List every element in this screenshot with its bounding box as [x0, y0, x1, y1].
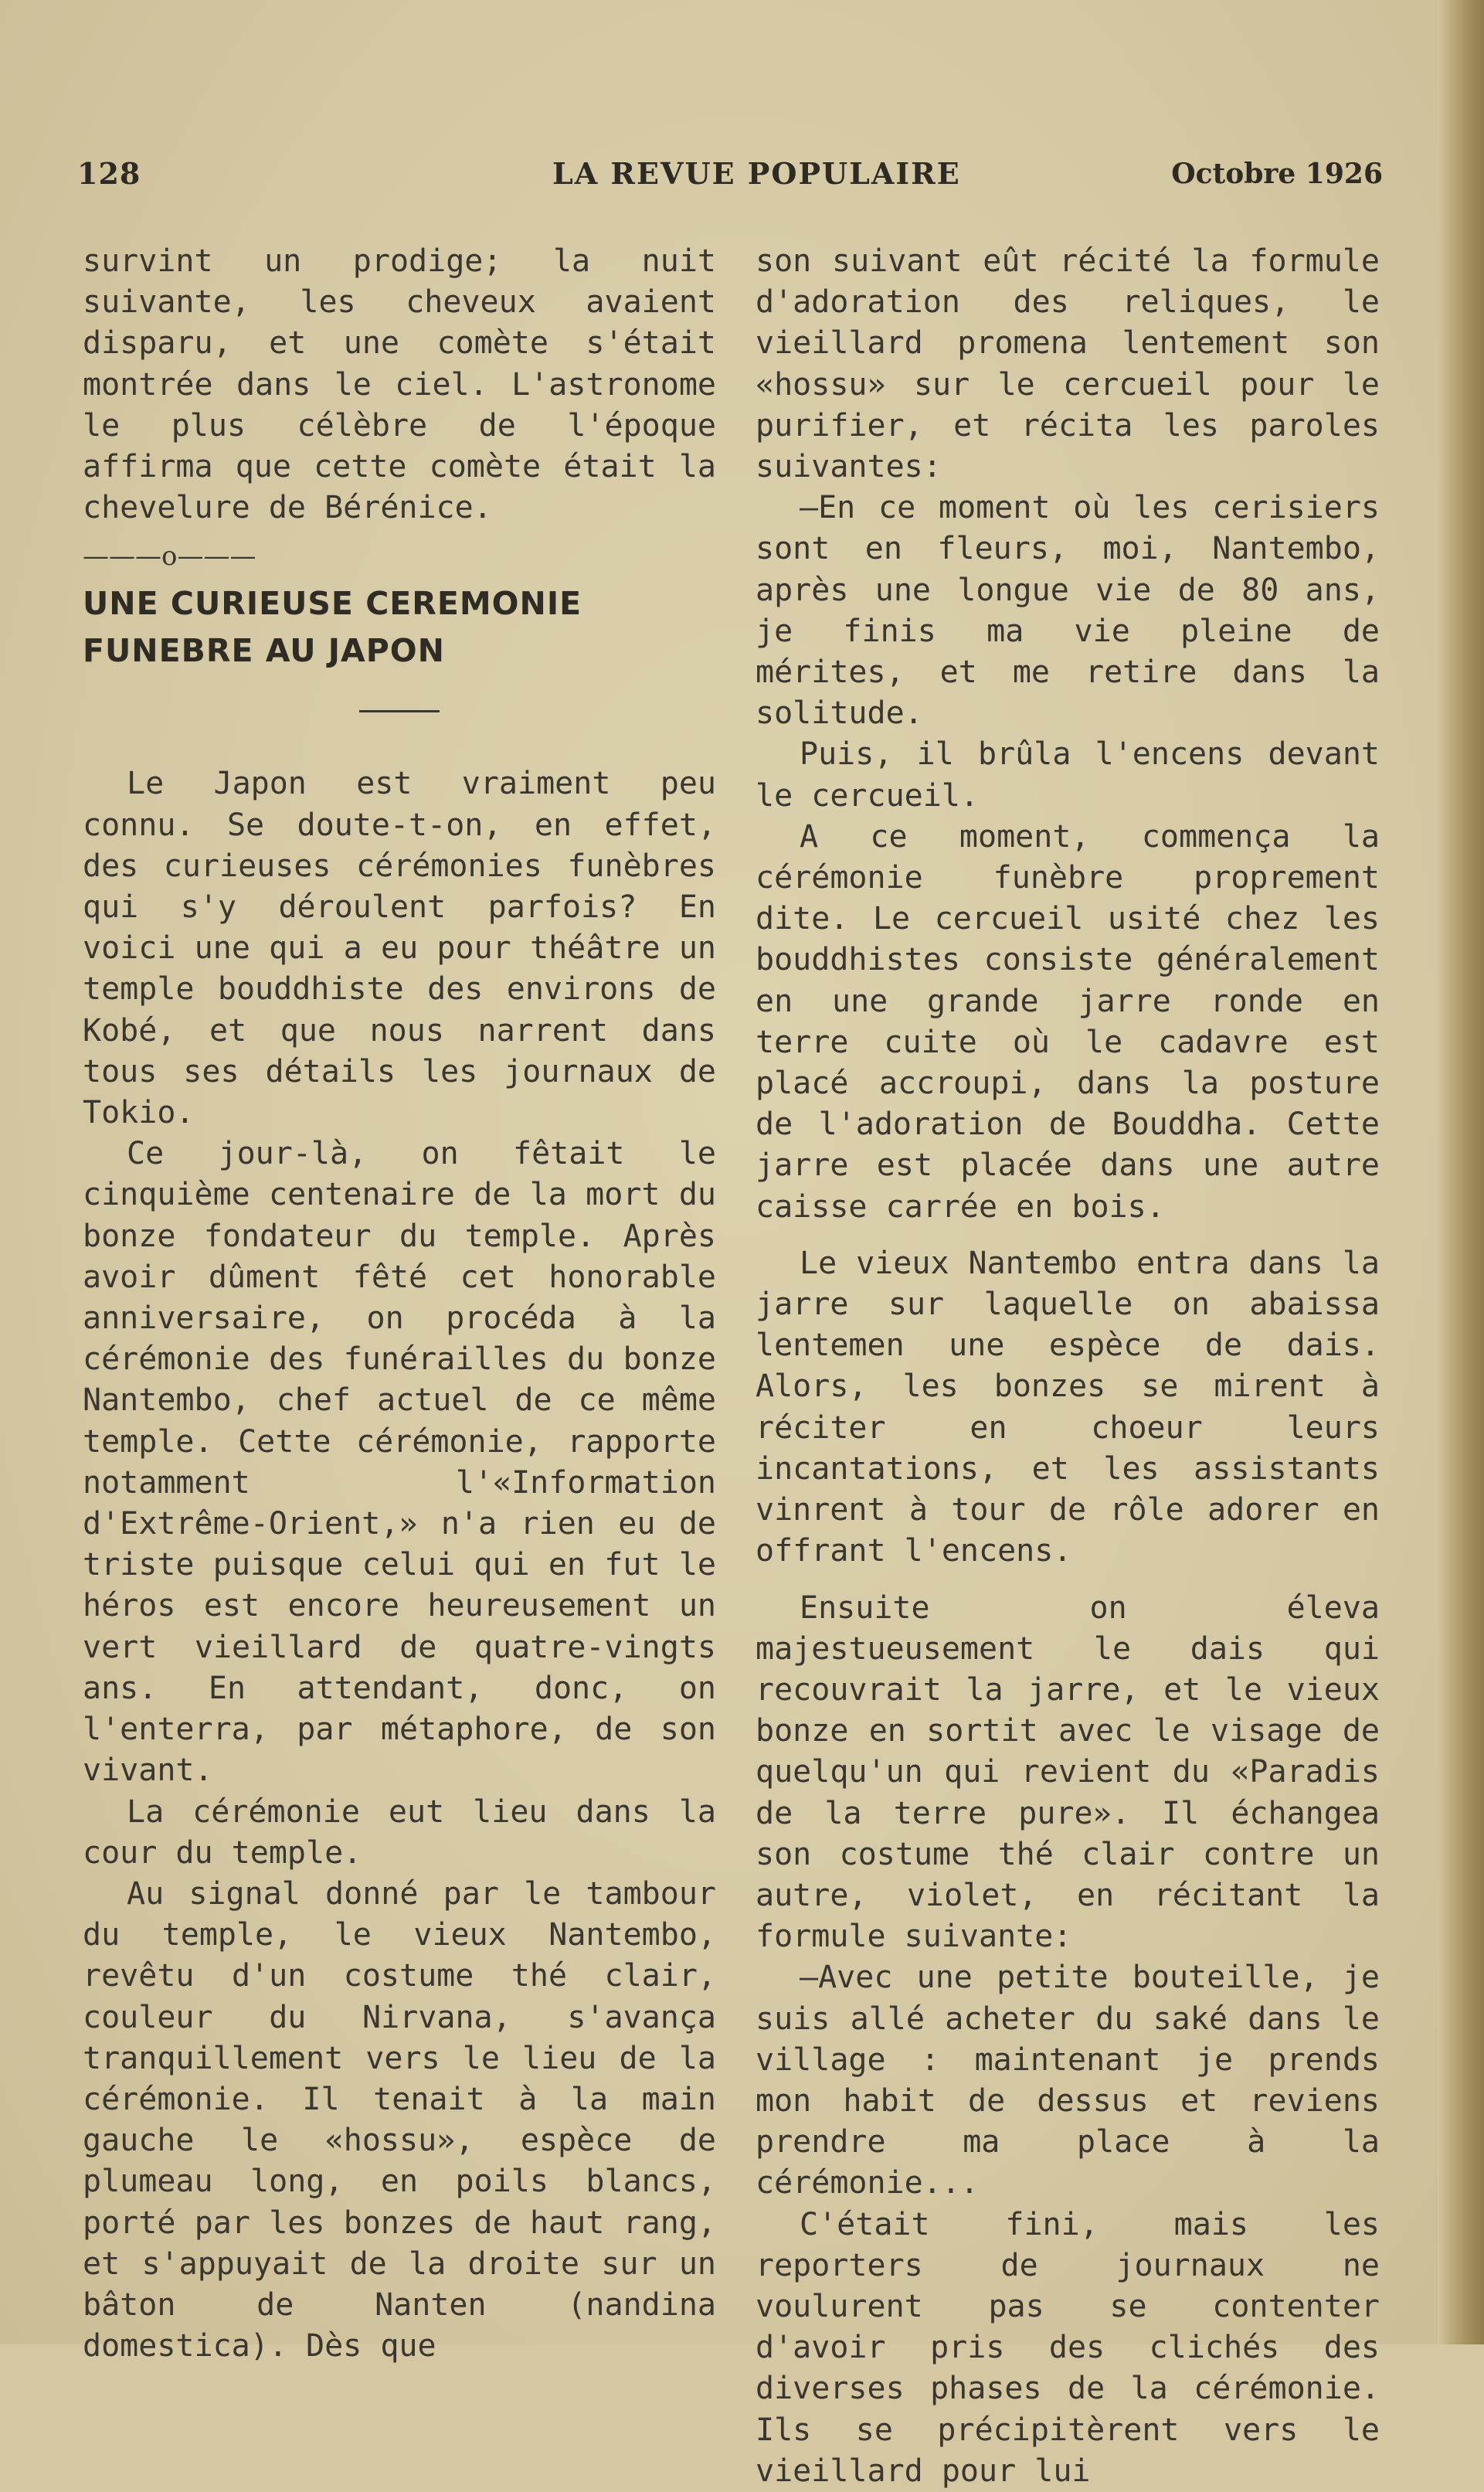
running-header: [77, 156, 1383, 199]
left-column: [83, 241, 716, 2367]
issue-date: Octobre 1926: [1171, 158, 1383, 190]
paragraph: —En ce moment où les cerisiers sont en fleurs, moi, Nantembo, après une longue vie de 80 ans, je finis ma vie pleine de mérites, et me retire dans la solitude.: [756, 490, 1380, 732]
page-edge-shadow: [1438, 0, 1484, 2344]
paragraph: Le vieux Nantembo entra dans la jarre sur laquelle on abaissa lentemen une espèce de dais. Alors, les bonzes se mirent à réciter en choeur leurs incantations, et les assistants vinrent à tour de rôle adorer en offrant l'encens.: [756, 1245, 1380, 1569]
paragraph: La cérémonie eut lieu dans la cour du temple.: [83, 1793, 716, 1871]
paragraph: Ce jour-là, on fêtait le cinquième centenaire de la mort du bonze fondateur du temple. Après avoir dûment fêté cet honorable anniversaire, on procéda à la cérémonie des funérailles du bonze Nantembo, chef actuel de ce même temple. Cette cérémonie, rapporte notamment l'«Information d'Extrême-Orient,» n'a rien eu de triste puisque celui qui en fut le héros est encore heureusement un vert vieillard de quatre-vingts ans. En attendant, donc, on l'enterra, par métaphore, de son vivant.: [83, 1136, 716, 1789]
article-title-line-2: FUNEBRE AU JAPON: [83, 632, 445, 670]
page-number: 128: [77, 156, 141, 191]
article-title-line-1: UNE CURIEUSE CEREMONIE: [83, 585, 582, 623]
paragraph: —Avec une petite bouteille, je suis allé acheter du saké dans le village : maintenant je prends mon habit de dessus et reviens prendre ma place à la cérémonie...: [756, 1960, 1380, 2201]
section-divider: ———o———: [83, 541, 256, 573]
title-rule: [359, 710, 440, 712]
paragraph: C'était fini, mais les reporters de journaux ne voulurent pas se contenter d'avoir pris des clichés des diverses phases de la cérémonie. Ils se précipitèrent vers le vieillard pour lui: [756, 2206, 1380, 2489]
paragraph: son suivant eût récité la formule d'adoration des reliques, le vieillard promena lentement son «hossu» sur le cercueil pour le purifier, et récita les paroles suivantes:: [756, 243, 1380, 485]
paragraph: Le Japon est vraiment peu connu. Se doute-t-on, en effet, des curieuses cérémonies funèbres qui s'y déroulent parfois? En voici une qui a eu pour théâtre un temple bouddhiste des environs de Kobé, et que nous narrent dans tous ses détails les journaux de Tokio.: [83, 766, 716, 1131]
journal-title: LA REVUE POPULAIRE: [552, 156, 961, 191]
paragraph: Ensuite on éleva majestueusement le dais qui recouvrait la jarre, et le vieux bonze en sortit avec le visage de quelqu'un qui revient du «Paradis de la terre pure». Il échangea son costume thé clair contre un autre, violet, en récitant la formule suivante:: [756, 1589, 1380, 1955]
paragraph: Au signal donné par le tambour du temple, le vieux Nantembo, revêtu d'un costume thé clair, couleur du Nirvana, s'avança tranquillement vers le lieu de la cérémonie. Il tenait à la main gauche le «hossu», espèce de plumeau long, en poils blancs, porté par les bonzes de haut rang, et s'appuyait de la droite sur un bâton de Nanten (nandina domestica). Dès que: [83, 1875, 716, 2365]
paragraph: Puis, il brûla l'encens devant le cercueil.: [756, 736, 1380, 814]
opening-paragraph: survint un prodige; la nuit suivante, les cheveux avaient disparu, et une comète s'était montrée dans le ciel. L'astronome le plus célèbre de l'époque affirma que cette comète était la chevelure de Bérénice.: [83, 243, 716, 526]
paragraph: A ce moment, commença la cérémonie funèbre proprement dite. Le cercueil usité chez les bouddhistes consiste généralement en une grande jarre ronde en terre cuite où le cadavre est placé accroupi, dans la posture de l'adoration de Bouddha. Cette jarre est placée dans une autre caisse carrée en bois.: [756, 818, 1380, 1225]
right-column: [756, 241, 1380, 2492]
